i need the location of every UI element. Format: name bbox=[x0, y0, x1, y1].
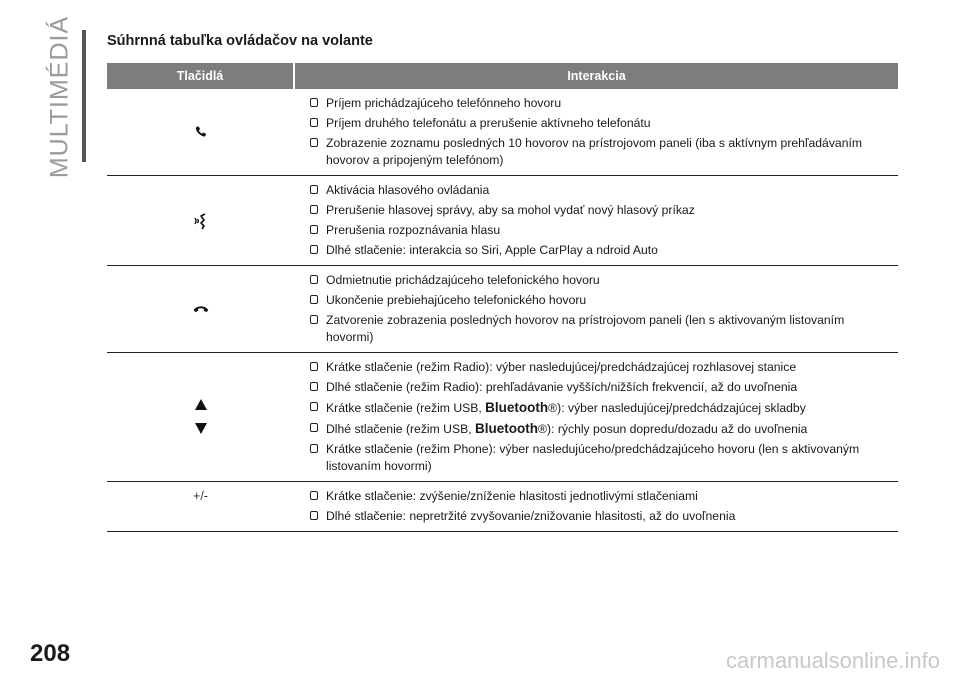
checkbox-icon bbox=[310, 511, 318, 520]
phone-answer-icon bbox=[108, 125, 293, 139]
list-item: Dlhé stlačenie (režim USB, Bluetooth®): rýchly posun dopredu/dozadu až do uvoľnenia bbox=[310, 420, 894, 438]
checkbox-icon bbox=[310, 423, 318, 432]
list-item: Krátke stlačenie: zvýšenie/zníženie hlasitosti jednotlivými stlačeniami bbox=[310, 488, 894, 505]
checkbox-icon bbox=[310, 245, 318, 254]
list-item: Aktivácia hlasového ovládania bbox=[310, 182, 894, 199]
checkbox-icon bbox=[310, 295, 318, 304]
list-item: Zobrazenie zoznamu posledných 10 hovorov na prístrojovom paneli (iba s aktívnym prehľadávaním hovorov a pripojeným telefónom) bbox=[310, 135, 894, 169]
page-number: 208 bbox=[30, 640, 71, 667]
checkbox-icon bbox=[310, 362, 318, 371]
list-item: Prerušenia rozpoznávania hlasu bbox=[310, 222, 894, 239]
list-item: Prerušenie hlasovej správy, aby sa mohol vydať nový hlasový príkaz bbox=[310, 202, 894, 219]
list-item: Krátke stlačenie (režim Phone): výber nasledujúceho/predchádzajúceho hovoru (len s aktivovaným listovaním hovormi) bbox=[310, 441, 894, 475]
list-item: Dlhé stlačenie: interakcia so Siri, Apple CarPlay a ndroid Auto bbox=[310, 242, 894, 259]
checkbox-icon bbox=[310, 225, 318, 234]
page-title: Súhrnná tabuľka ovládačov na volante bbox=[107, 33, 373, 49]
list-item: Krátke stlačenie (režim Radio): výber nasledujúcej/predchádzajúcej rozhlasovej stanice bbox=[310, 359, 894, 376]
phone-hangup-icon bbox=[108, 304, 293, 314]
sidebar-bar bbox=[82, 30, 86, 162]
checkbox-icon bbox=[310, 118, 318, 127]
list-item: Dlhé stlačenie (režim Radio): prehľadávanie vyšších/nižších frekvencií, až do uvoľnenia bbox=[310, 379, 894, 396]
interaction-cell bbox=[294, 482, 898, 532]
list-item: Dlhé stlačenie: nepretržité zvyšovanie/znižovanie hlasitosti, až do uvoľnenia bbox=[310, 508, 894, 525]
button-cell bbox=[107, 266, 294, 353]
bluetooth-label: Bluetooth bbox=[485, 400, 549, 415]
header-interaction: Interakcia bbox=[294, 63, 898, 89]
bluetooth-label: Bluetooth bbox=[475, 421, 539, 436]
list-item: Krátke stlačenie (režim USB, Bluetooth®): výber nasledujúcej/predchádzajúcej skladby bbox=[310, 399, 894, 417]
button-cell bbox=[107, 482, 294, 532]
checkbox-icon bbox=[310, 444, 318, 453]
voice-command-icon bbox=[108, 212, 293, 230]
checkbox-icon bbox=[310, 382, 318, 391]
interaction-cell bbox=[294, 353, 898, 482]
checkbox-icon bbox=[310, 205, 318, 214]
controls-table bbox=[107, 63, 898, 532]
table-row bbox=[107, 353, 898, 482]
checkbox-icon bbox=[310, 275, 318, 284]
list-item: Príjem prichádzajúceho telefónneho hovoru bbox=[310, 95, 894, 112]
list-item: Odmietnutie prichádzajúceho telefonického hovoru bbox=[310, 272, 894, 289]
section-label-text: MULTIMÉDIÁ bbox=[45, 15, 74, 179]
checkbox-icon bbox=[310, 185, 318, 194]
checkbox-icon bbox=[310, 315, 318, 324]
volume-button-label: +/- bbox=[193, 489, 208, 503]
table-row bbox=[107, 482, 898, 532]
table-row bbox=[107, 89, 898, 176]
button-cell bbox=[107, 353, 294, 482]
list-item: Ukončenie prebiehajúceho telefonického hovoru bbox=[310, 292, 894, 309]
button-cell bbox=[107, 176, 294, 266]
checkbox-icon bbox=[310, 491, 318, 500]
table-row bbox=[107, 176, 898, 266]
checkbox-icon bbox=[310, 402, 318, 411]
watermark: carmanualsonline.info bbox=[725, 648, 940, 673]
arrow-up-down-icon bbox=[108, 398, 293, 436]
header-buttons: Tlačidlá bbox=[107, 63, 294, 89]
table-header-row bbox=[107, 63, 898, 89]
interaction-cell bbox=[294, 266, 898, 353]
checkbox-icon bbox=[310, 98, 318, 107]
interaction-cell bbox=[294, 176, 898, 266]
section-label bbox=[38, 15, 82, 179]
interaction-cell bbox=[294, 89, 898, 176]
list-item: Zatvorenie zobrazenia posledných hovorov na prístrojovom paneli (len s aktivovaným listovaním hovormi) bbox=[310, 312, 894, 346]
list-item: Príjem druhého telefonátu a prerušenie aktívneho telefonátu bbox=[310, 115, 894, 132]
table-row bbox=[107, 266, 898, 353]
button-cell bbox=[107, 89, 294, 176]
checkbox-icon bbox=[310, 138, 318, 147]
